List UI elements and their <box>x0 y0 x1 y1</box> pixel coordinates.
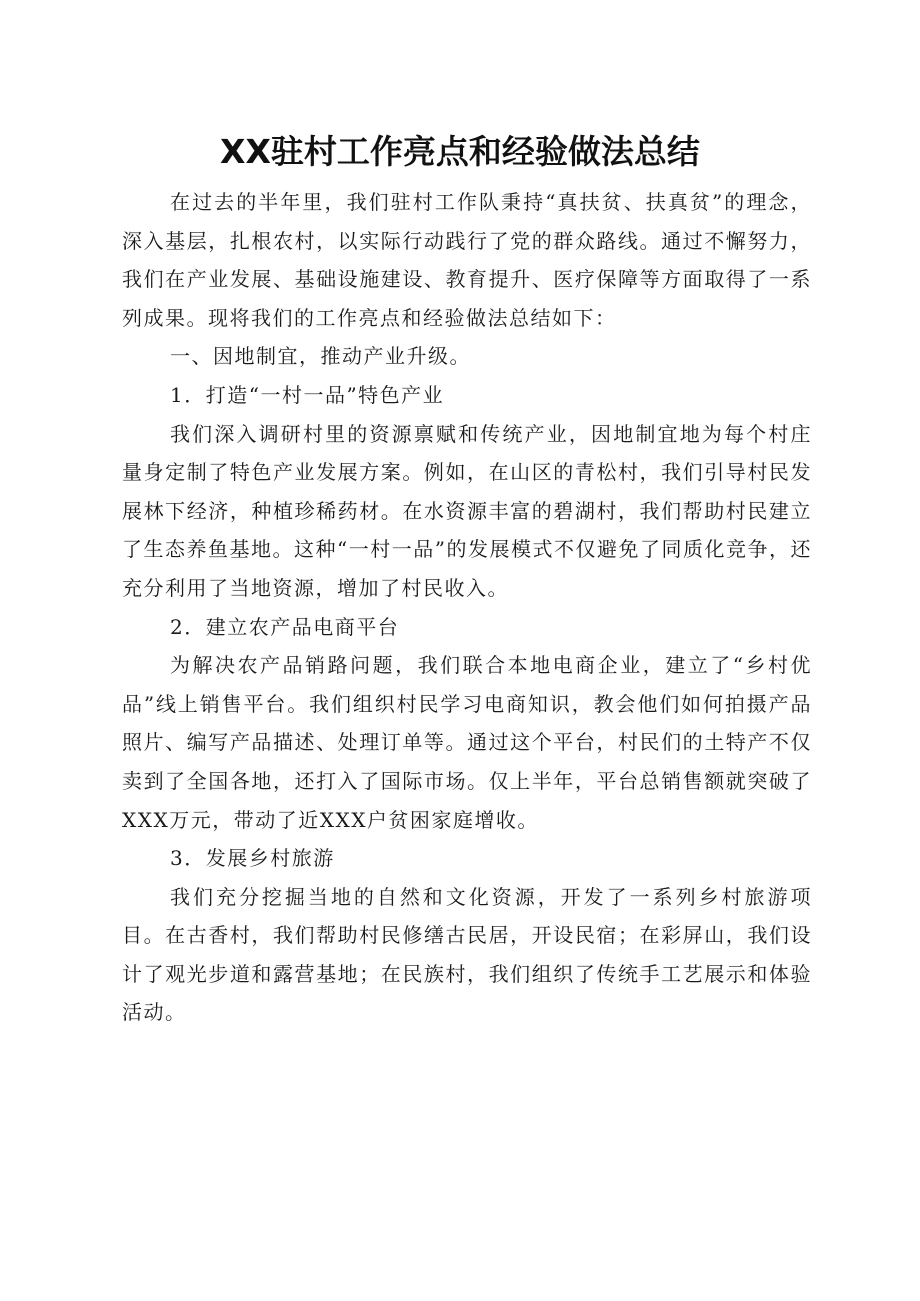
section-heading-1: 一、因地制宜，推动产业升级。 <box>170 344 471 369</box>
subsection-heading-1: 1．打造“一村一品”特色产业 <box>170 382 445 407</box>
document-title: XX驻村工作亮点和经验做法总结 <box>220 132 700 171</box>
paragraph-ecommerce-platform: 为解决农产品销路问题，我们联合本地电商企业，建立了“乡村优品”线上销售平台。我们组织村民学习电商知识，教会他们如何拍摄产品照片、编写产品描述、处理订单等。通过这个平台，村民们的土特产不仅卖到了全国各地，还打入了国际市场。仅上半年，平台总销售额就突破了XXX万元，带动了近XXX户贫困家庭增收。 <box>122 653 812 832</box>
subsection-heading-3: 3．发展乡村旅游 <box>170 846 335 871</box>
paragraph-intro: 在过去的半年里，我们驻村工作队秉持“真扶贫、扶真贫”的理念，深入基层，扎根农村，以实际行动践行了党的群众路线。通过不懈努力，我们在产业发展、基础设施建设、教育提升、医疗保障等方面取得了一系列成果。现将我们的工作亮点和经验做法总结如下： <box>122 190 812 330</box>
paragraph-one-village-one-product: 我们深入调研村里的资源禀赋和传统产业，因地制宜地为每个村庄量身定制了特色产业发展方案。例如，在山区的青松村，我们引导村民发展林下经济，种植珍稀药材。在水资源丰富的碧湖村，我们帮助村民建立了生态养鱼基地。这种“一村一品”的发展模式不仅避免了同质化竞争，还充分利用了当地资源，增加了村民收入。 <box>122 421 812 600</box>
paragraph-rural-tourism: 我们充分挖掘当地的自然和文化资源，开发了一系列乡村旅游项目。在古香村，我们帮助村民修缮古民居，开设民宿；在彩屏山，我们设计了观光步道和露营基地；在民族村，我们组织了传统手工艺展示和体验活动。 <box>122 884 812 1025</box>
subsection-heading-2: 2．建立农产品电商平台 <box>170 614 400 639</box>
document-body <box>122 183 812 1032</box>
